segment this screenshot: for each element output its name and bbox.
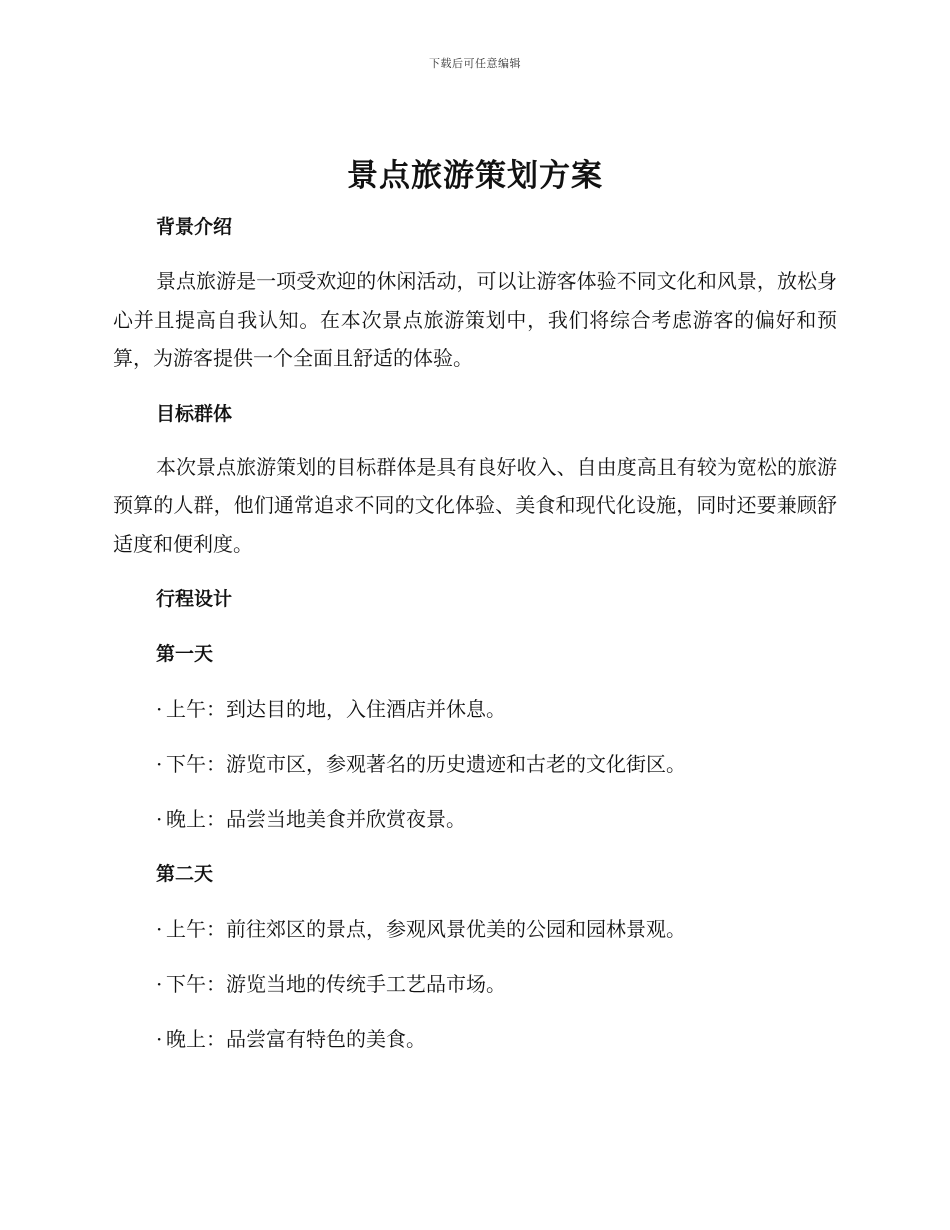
bullet-mark: · bbox=[156, 807, 163, 831]
list-item bbox=[113, 690, 837, 728]
bullet-mark: · bbox=[156, 1027, 163, 1051]
day-title-2: 第二天 bbox=[156, 863, 214, 885]
document-body bbox=[113, 204, 837, 1058]
list-item-text: 上午：到达目的地，入住酒店并休息。 bbox=[166, 697, 506, 721]
section-heading-itinerary: 行程设计 bbox=[156, 588, 233, 610]
list-item-text: 上午：前往郊区的景点，参观风景优美的公园和园林景观。 bbox=[166, 917, 686, 941]
list-item bbox=[113, 1020, 837, 1058]
day-title-1: 第一天 bbox=[156, 643, 214, 665]
list-item bbox=[113, 910, 837, 948]
list-item-text: 下午：游览当地的传统手工艺品市场。 bbox=[166, 972, 506, 996]
background-paragraph: 景点旅游是一项受欢迎的休闲活动，可以让游客体验不同文化和风景，放松身心并且提高自我认知。在本次景点旅游策划中，我们将综合考虑游客的偏好和预算，为游客提供一个全面且舒适的体验。 bbox=[113, 269, 837, 370]
header-note: 下载后可任意编辑 bbox=[429, 57, 521, 70]
bullet-mark: · bbox=[156, 752, 163, 776]
list-item bbox=[113, 965, 837, 1003]
list-item-text: 下午：游览市区，参观著名的历史遗迹和古老的文化街区。 bbox=[166, 752, 686, 776]
bullet-mark: · bbox=[156, 917, 163, 941]
section-heading-background: 背景介绍 bbox=[156, 216, 233, 238]
list-item bbox=[113, 800, 837, 838]
document-title: 景点旅游策划方案 bbox=[347, 158, 603, 194]
section-heading-target: 目标群体 bbox=[156, 402, 233, 425]
list-item bbox=[113, 745, 837, 783]
bullet-mark: · bbox=[156, 972, 163, 996]
target-paragraph: 本次景点旅游策划的目标群体是具有良好收入、自由度高且有较为宽松的旅游预算的人群，他们通常追求不同的文化体验、美食和现代化设施，同时还要兼顾舒适度和便利度。 bbox=[113, 454, 837, 556]
list-item-text: 晚上：品尝富有特色的美食。 bbox=[166, 1027, 426, 1051]
bullet-mark: · bbox=[156, 697, 163, 721]
list-item-text: 晚上：品尝当地美食并欣赏夜景。 bbox=[166, 807, 466, 831]
